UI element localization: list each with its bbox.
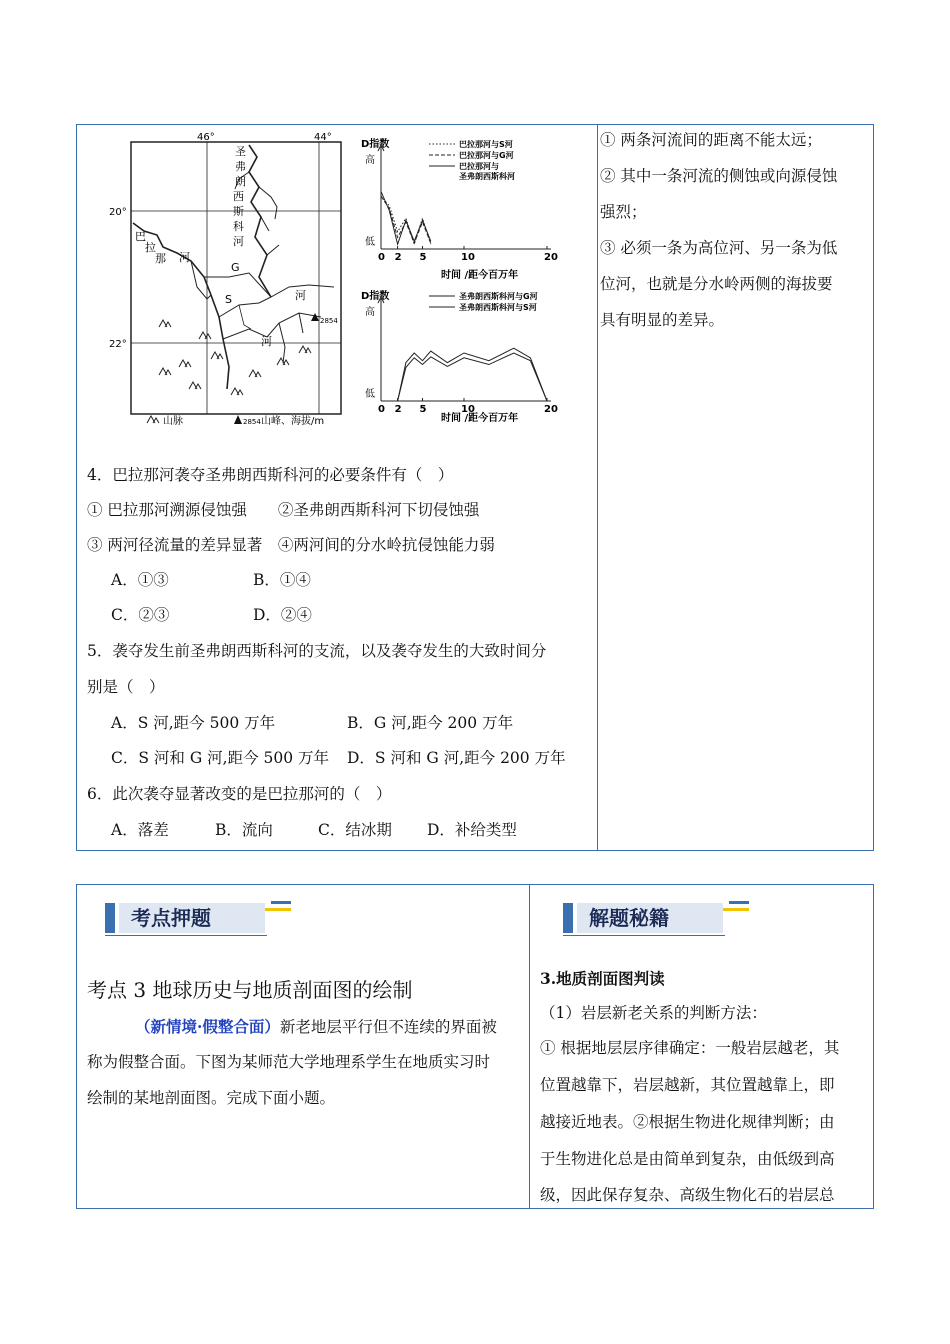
chart1-ylabel: D指数 (361, 139, 390, 150)
svg-text:巴: 巴 (135, 230, 146, 243)
lon-44-label: 44° (314, 132, 332, 143)
chart2-x-tick-label: 5 (419, 404, 427, 415)
svg-text:西: 西 (233, 190, 244, 203)
q4-choice-a[interactable]: A．①③ (111, 571, 169, 589)
section-table (76, 884, 874, 1209)
banner-right (563, 899, 753, 939)
column-divider (597, 125, 598, 850)
q5-choice-a[interactable]: A．S 河,距今 500 万年 (111, 714, 276, 732)
chart2-y-high: 高 (365, 307, 375, 318)
chart1-xlabel: 时间 /距今百万年 (441, 270, 519, 281)
q4-choice-c[interactable]: C．②③ (111, 606, 170, 624)
river-label-2: 河 (261, 335, 272, 348)
sf-river-label (233, 145, 246, 248)
tips-line-2: ① 根据地层层序律确定：一般岩层越老，其 (540, 1039, 840, 1057)
tips-line-6: 级，因此保存复杂、高级生物化石的岩层总 (540, 1186, 835, 1204)
svg-text:弗: 弗 (235, 160, 246, 173)
peak-value: 2854 (320, 317, 338, 325)
note-line-6: 具有明显的差异。 (600, 311, 725, 329)
question-4: 4．巴拉那河袭夺圣弗朗西斯科河的必要条件有（ ） (87, 466, 454, 484)
chart2-legend-label: 圣弗朗西斯科河与G河 (459, 292, 538, 301)
banner-left (105, 899, 295, 939)
section-intro-line3: 绘制的某地剖面图。完成下面小题。 (87, 1089, 336, 1107)
tips-title: 3.地质剖面图判读 (540, 969, 665, 988)
legend-peak: 山峰、海拔/m (261, 416, 325, 427)
svg-text:圣: 圣 (235, 145, 246, 158)
legend-peak-value: 2854 (243, 418, 261, 426)
s-river-label: S (225, 293, 232, 306)
question-6: 6．此次袭夺显著改变的是巴拉那河的（ ） (87, 785, 392, 803)
chart1-x-tick-label: 20 (544, 252, 558, 263)
banner-right-title: 解题秘籍 (589, 906, 669, 930)
d-index-chart-2 (359, 285, 579, 435)
chart2-x-tick-label: 20 (544, 404, 558, 415)
question-5-line1: 5．袭夺发生前圣弗朗西斯科河的支流，以及袭夺发生的大致时间分 (87, 642, 547, 660)
svg-text:朗: 朗 (235, 175, 246, 188)
tips-line-4: 越接近地表。②根据生物进化规律判断；由 (540, 1113, 835, 1131)
g-river-label: G (231, 261, 240, 274)
section-heading: 考点 3 地球历史与地质剖面图的绘制 (87, 978, 413, 1002)
q6-choice-c[interactable]: C．结冰期 (318, 821, 392, 839)
q6-choice-b[interactable]: B．流向 (215, 821, 273, 839)
note-line-1: ① 两条河流间的距离不能太远； (600, 131, 822, 149)
chart1-legend-label: 巴拉那河与G河 (459, 151, 514, 160)
chart2-series-1-line (398, 348, 547, 401)
chart2-xlabel: 时间 /距今百万年 (441, 413, 519, 424)
lat-20-label: 20° (109, 207, 127, 218)
chart2-legend-label: 圣弗朗西斯科河与S河 (459, 303, 537, 312)
note-line-5: 位河，也就是分水岭两侧的海拔要 (600, 275, 833, 293)
question-5-line2: 别是（ ） (87, 678, 165, 696)
svg-text:科: 科 (233, 220, 244, 233)
chart1-x-tick-label: 10 (461, 252, 475, 263)
chart1-legend-label: 巴拉那河与 (459, 162, 499, 171)
q5-choice-b[interactable]: B．G 河,距今 200 万年 (347, 714, 514, 732)
question-table (76, 124, 874, 851)
sf-river-line (249, 145, 271, 297)
svg-text:斯: 斯 (233, 205, 244, 218)
d-index-chart-1 (359, 133, 579, 283)
chart2-ylabel: D指数 (361, 291, 390, 302)
question-4-options-12: ① 巴拉那河溯源侵蚀强 ②圣弗朗西斯科河下切侵蚀强 (87, 501, 480, 519)
chart1-y-high: 高 (365, 155, 375, 166)
chart1-x-tick-label: 0 (378, 252, 385, 263)
note-line-4: ③ 必须一条为高位河、另一条为低 (600, 239, 838, 257)
chart2-y-low: 低 (365, 389, 375, 400)
q6-choice-d[interactable]: D．补给类型 (427, 821, 517, 839)
svg-text:河: 河 (179, 251, 190, 264)
section-intro-line2: 称为假整合面。下图为某师范大学地理系学生在地质实习时 (87, 1053, 491, 1071)
chart2-x-tick-label: 2 (394, 404, 402, 415)
chart2-series-2-line (398, 353, 547, 401)
chart1-legend-label: 圣弗朗西斯科河 (459, 172, 515, 181)
svg-text:拉: 拉 (145, 241, 156, 254)
legend-mountain-icon (147, 416, 159, 423)
chart1-legend-label: 巴拉那河与S河 (459, 140, 513, 149)
note-line-3: 强烈； (600, 203, 647, 221)
legend-mountain: 山脉 (163, 416, 183, 427)
banner-left-title: 考点押题 (131, 906, 211, 930)
svg-text:那: 那 (155, 252, 166, 265)
chart1-x-tick-label: 5 (419, 252, 427, 263)
tips-line-1: （1）岩层新老关系的判断方法： (540, 1004, 767, 1022)
column-divider (529, 885, 530, 1208)
q4-choice-d[interactable]: D．②④ (253, 606, 312, 624)
tips-line-5: 于生物进化总是由简单到复杂，由低级到高 (540, 1150, 835, 1168)
chart1-y-low: 低 (365, 237, 375, 248)
q4-choice-b[interactable]: B．①④ (253, 571, 311, 589)
tips-line-3: 位置越靠下，岩层越新，其位置越靠上，即 (540, 1076, 835, 1094)
chart2-x-tick-label: 0 (378, 404, 385, 415)
intro-rest: 新老地层平行但不连续的界面被 (279, 1018, 497, 1036)
q5-choice-d[interactable]: D．S 河和 G 河,距今 200 万年 (347, 749, 566, 767)
question-4-options-34: ③ 两河径流量的差异显著 ④两河间的分水岭抗侵蚀能力弱 (87, 536, 495, 554)
chart1-x-tick-label: 2 (394, 252, 402, 263)
note-line-2: ② 其中一条河流的侧蚀或向源侵蚀 (600, 167, 838, 185)
peak-icon (311, 313, 319, 321)
river-label-1: 河 (295, 289, 306, 302)
right-notes (600, 122, 868, 338)
q6-choice-a[interactable]: A．落差 (111, 821, 169, 839)
section-intro-line1 (135, 1017, 497, 1037)
chart2-x-tick-label: 10 (461, 404, 475, 415)
legend-peak-icon (234, 415, 242, 424)
lat-22-label: 22° (109, 339, 127, 350)
q5-choice-c[interactable]: C．S 河和 G 河,距今 500 万年 (111, 749, 330, 767)
svg-text:河: 河 (233, 235, 244, 248)
chart1-series-3-line (381, 191, 431, 244)
lon-46-label: 46° (197, 132, 215, 143)
scenario-tag: （新情境·假整合面） (135, 1017, 280, 1036)
mountain-icons (159, 320, 311, 395)
